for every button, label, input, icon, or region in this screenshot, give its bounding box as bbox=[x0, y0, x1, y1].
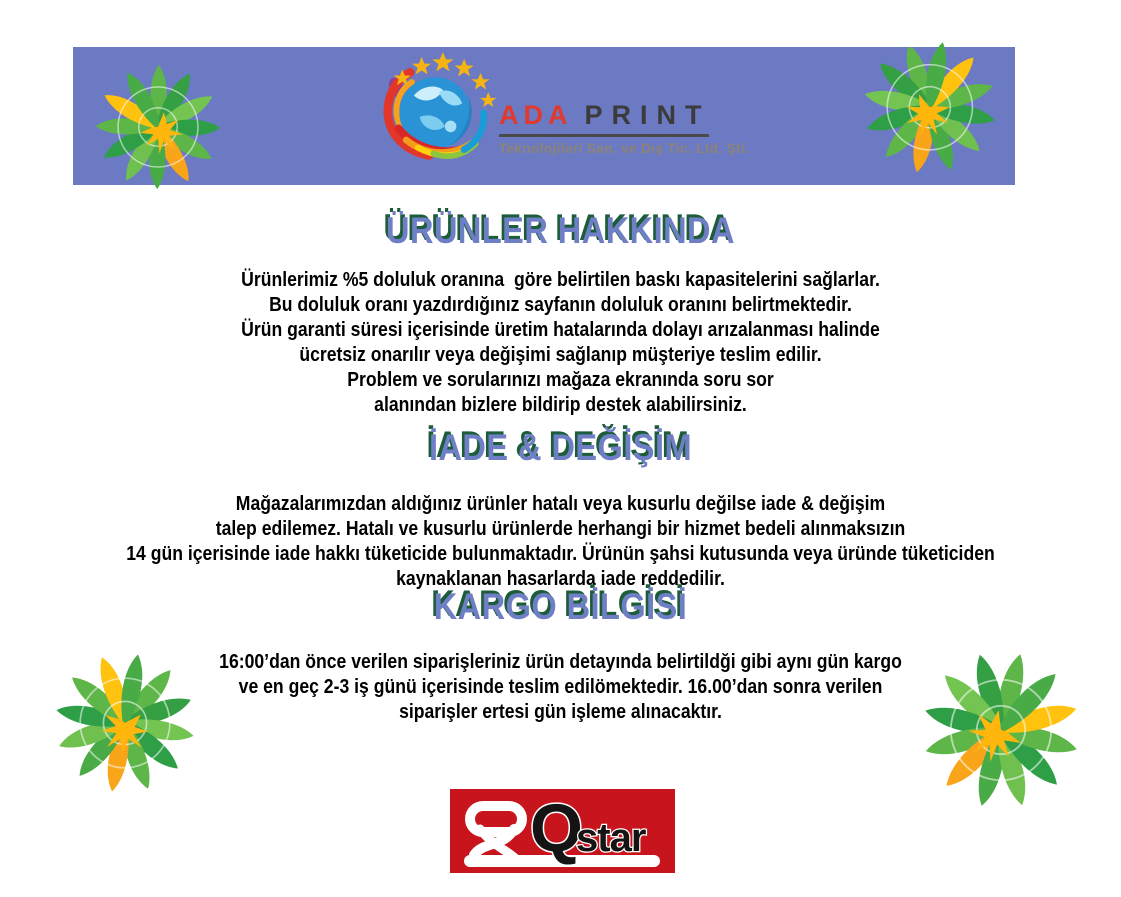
section-body-kargo-bilgisi bbox=[67, 650, 1053, 725]
body-line: Bu doluluk oranı yazdırdığınız sayfanın doluluk oranını belirtmektedir. bbox=[269, 294, 852, 316]
section-title-urunler-hakkinda: ÜRÜNLER HAKKINDA bbox=[386, 210, 735, 251]
brand-divider bbox=[499, 134, 709, 137]
brand-text-block bbox=[499, 100, 749, 156]
brand-name-primary: ADA bbox=[499, 100, 573, 130]
body-line: ücretsiz onarılır veya değişimi sağlanıp müşteriye teslim edilir. bbox=[299, 344, 822, 366]
body-line: kaynaklanan hasarlarda iade reddedilir. bbox=[396, 568, 725, 590]
section-title-iade-degisim: İADE & DEĞİŞİM bbox=[428, 427, 693, 468]
brand-name-secondary: PRINT bbox=[584, 100, 711, 130]
body-line: Mağazalarımızdan aldığınız ürünler hatalı veya kusurlu değilse iade & değişim bbox=[235, 493, 886, 515]
leaf-cluster-bottom-left-icon bbox=[42, 640, 208, 806]
body-line: Ürünlerimiz %5 doluluk oranına göre belirtilen baskı kapasitelerini sağlarlar. bbox=[241, 269, 880, 291]
leaf-spiral-left-icon bbox=[84, 53, 232, 201]
body-line: 16:00’dan önce verilen siparişleriniz ürün detayında belirtildği gibi aynı gün kargo bbox=[219, 651, 902, 673]
section-title-kargo-bilgisi: KARGO BİLGİSİ bbox=[433, 586, 688, 627]
body-line: talep edilemez. Hatalı ve kusurlu ürünlerde herhangi bir hizmet bedeli alınmaksızın bbox=[215, 518, 906, 540]
body-line: 14 gün içerisinde iade hakkı tüketicide bulunmaktadır. Ürünün şahsi kutusunda veya üründe tüketiciden bbox=[126, 543, 995, 565]
globe-icon bbox=[383, 56, 495, 166]
leaf-cluster-bottom-right-icon bbox=[908, 632, 1094, 828]
body-line: alanından bizlere bildirip destek alabilirsiniz. bbox=[374, 394, 747, 416]
section-body-iade-degisim bbox=[67, 492, 1053, 592]
body-line: ve en geç 2-3 iş günü içerisinde teslim edilömektedir. 16.00’dan sonra verilen bbox=[238, 676, 883, 698]
body-line: Problem ve sorularınızı mağaza ekranında soru sor bbox=[347, 369, 774, 391]
qstar-logo bbox=[450, 789, 675, 873]
qstar-q-glyph: Q bbox=[530, 790, 583, 866]
body-line: Ürün garanti süresi içerisinde üretim hatalarında dolayı arızalanması halinde bbox=[241, 319, 880, 341]
brand-logo bbox=[383, 56, 749, 166]
qstar-star-text: star bbox=[576, 816, 646, 860]
section-body-urunler-hakkinda bbox=[67, 268, 1053, 418]
body-line: siparişler ertesi gün işleme alınacaktır. bbox=[399, 701, 722, 723]
brand-subtitle: Teknolojileri San. ve Dış Tic. Ltd. Şti. bbox=[499, 141, 750, 156]
